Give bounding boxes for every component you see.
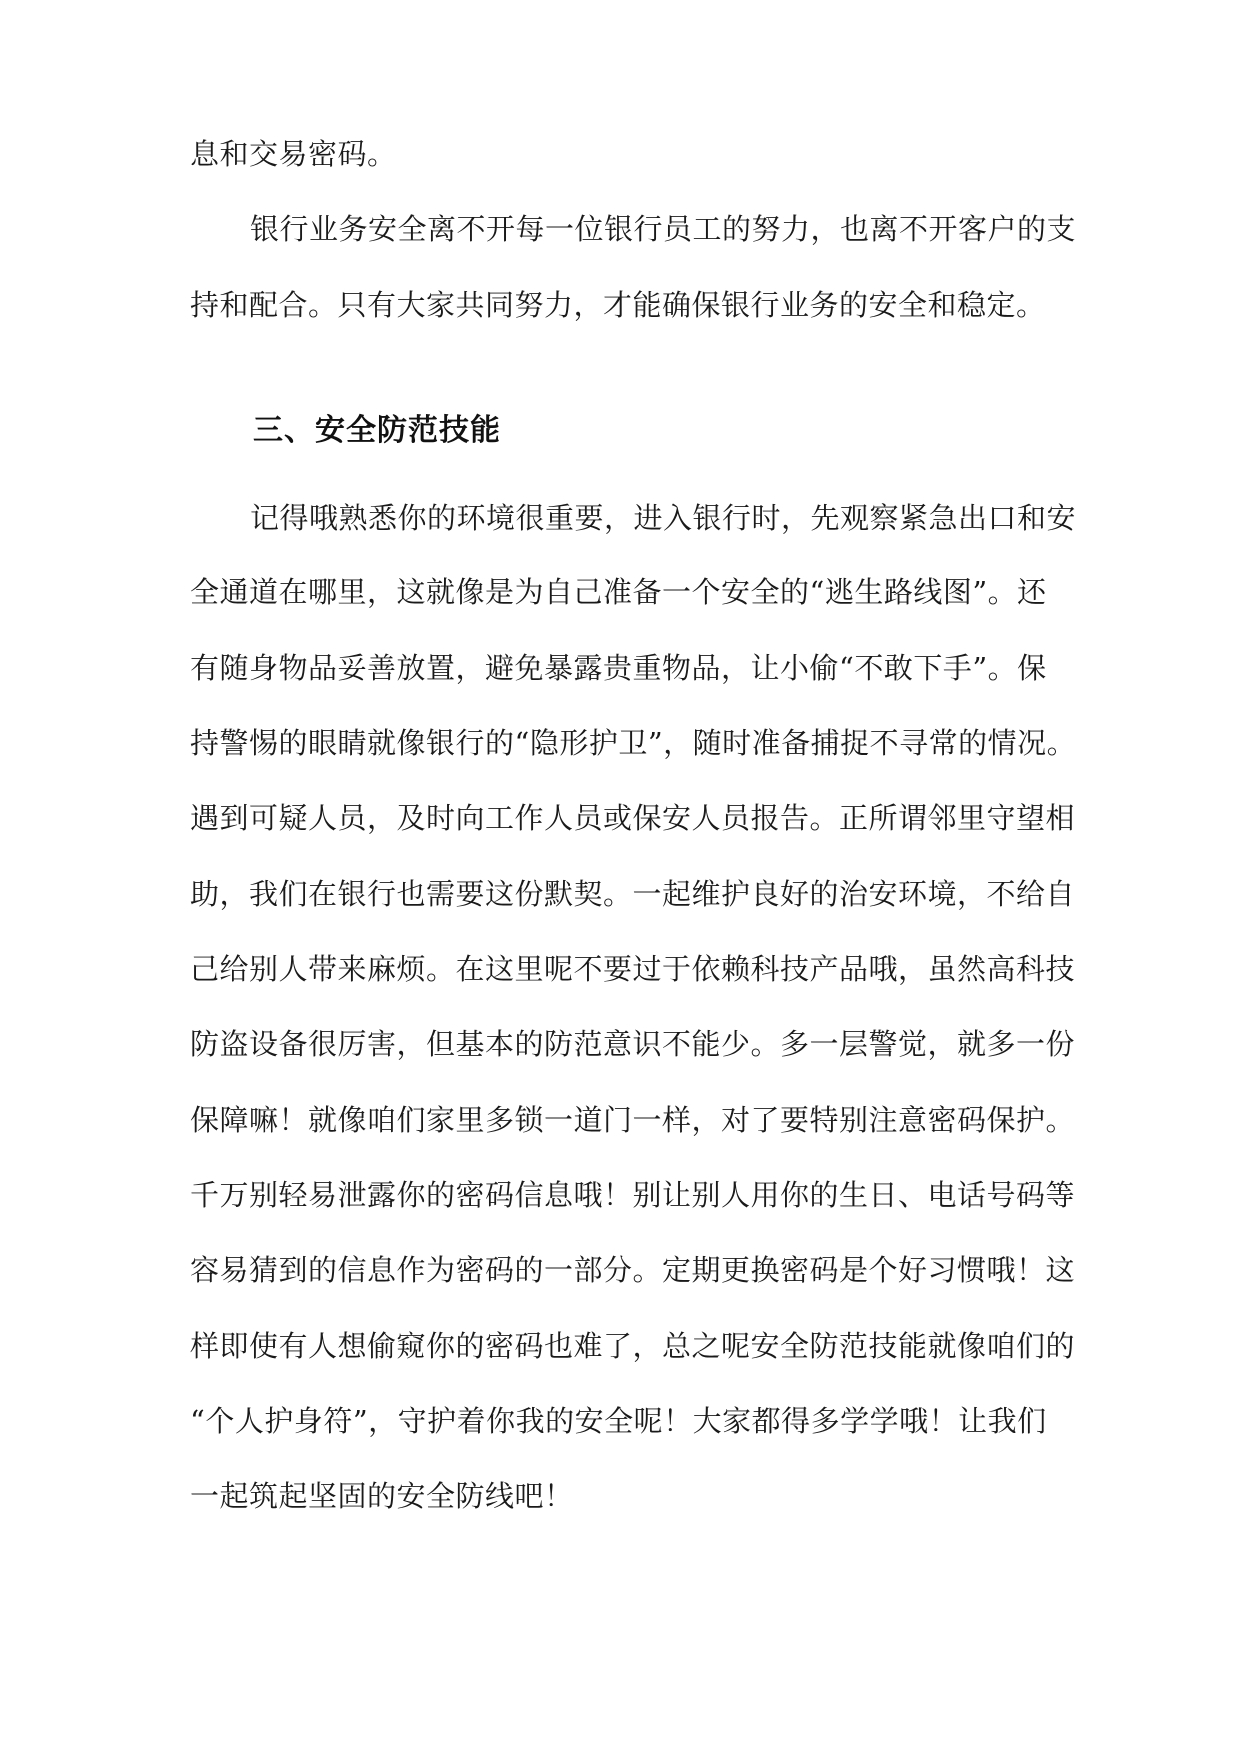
- paragraph-line: 己给别人带来麻烦。在这里呢不要过于依赖科技产品哦，虽然高科技: [190, 952, 1076, 986]
- paragraph-line: 容易猜到的信息作为密码的一部分。定期更换密码是个好习惯哦！这: [190, 1253, 1076, 1287]
- paragraph-line: 有随身物品妥善放置，避免暴露贵重物品，让小偷“不敢下手”。保: [190, 651, 1047, 685]
- section-heading: 三、安全防范技能: [253, 413, 501, 448]
- paragraph-line: 息和交易密码。: [190, 137, 397, 171]
- paragraph-line: “个人护身符”，守护着你我的安全呢！大家都得多学学哦！让我们: [190, 1404, 1047, 1438]
- paragraph-line: 全通道在哪里，这就像是为自己准备一个安全的“逃生路线图”。还: [190, 575, 1047, 609]
- paragraph-line: 遇到可疑人员，及时向工作人员或保安人员报告。正所谓邻里守望相: [190, 801, 1076, 835]
- paragraph-line: 助，我们在银行也需要这份默契。一起维护良好的治安环境，不给自: [190, 877, 1076, 911]
- paragraph-line: 样即使有人想偷窥你的密码也难了，总之呢安全防范技能就像咱们的: [190, 1329, 1076, 1363]
- paragraph-line: 一起筑起坚固的安全防线吧！: [190, 1479, 574, 1513]
- paragraph-line: 保障嘛！就像咱们家里多锁一道门一样，对了要特别注意密码保护。: [190, 1103, 1076, 1137]
- paragraph-line: 防盗设备很厉害，但基本的防范意识不能少。多一层警觉，就多一份: [190, 1027, 1076, 1061]
- paragraph-line: 银行业务安全离不开每一位银行员工的努力，也离不开客户的支: [250, 212, 1077, 246]
- paragraph-line: 千万别轻易泄露你的密码信息哦！别让别人用你的生日、电话号码等: [190, 1178, 1076, 1212]
- paragraph-line: 持警惕的眼睛就像银行的“隐形护卫”，随时准备捕捉不寻常的情况。: [190, 726, 1077, 760]
- paragraph-line: 记得哦熟悉你的环境很重要，进入银行时，先观察紧急出口和安: [250, 501, 1077, 535]
- paragraph-line: 持和配合。只有大家共同努力，才能确保银行业务的安全和稳定。: [190, 288, 1046, 322]
